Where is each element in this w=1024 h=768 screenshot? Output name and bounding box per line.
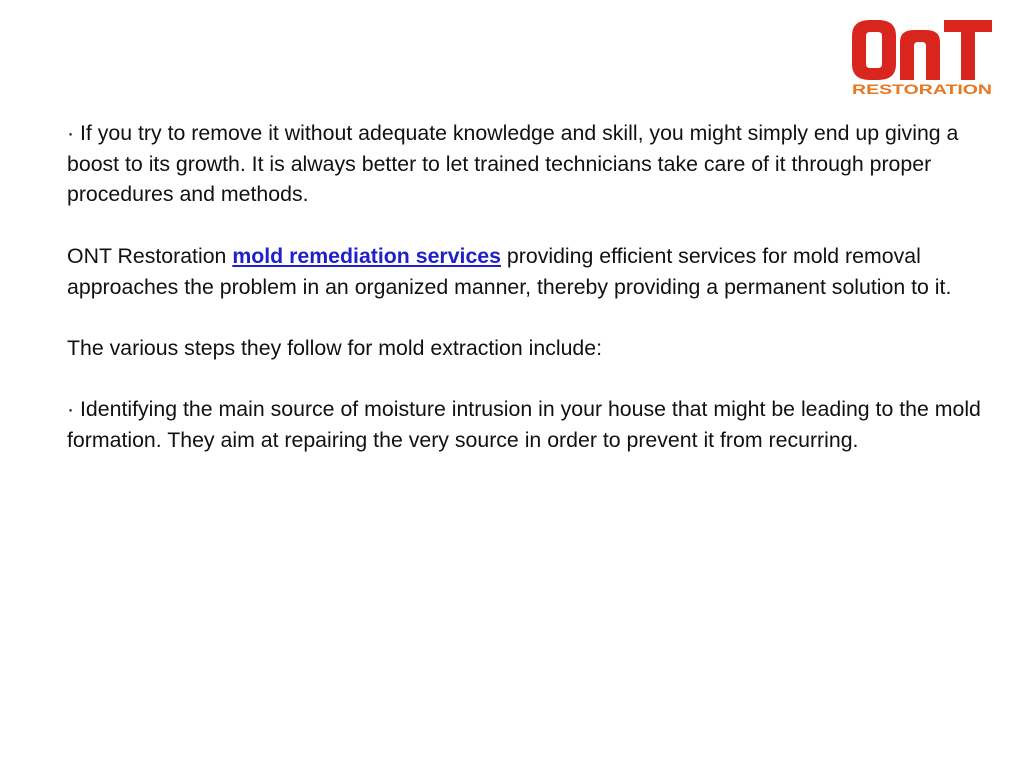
mold-remediation-services-link[interactable]: mold remediation services <box>232 243 501 268</box>
paragraph-adequate-knowledge: · If you try to remove it without adequate knowledge and skill, you might simply end up giving a boost to its growth. It is always better to let trained technicians take care of it through proper procedures and methods. <box>67 121 959 207</box>
paragraph-ont-services <box>67 241 987 302</box>
logo-subtitle: RESTORATION <box>852 82 992 97</box>
paragraph-moisture-source: · Identifying the main source of moisture intrusion in your house that might be leading to the mold formation. They aim at repairing the very source in order to prevent it from recurring. <box>67 397 981 452</box>
slide-body <box>67 118 987 456</box>
paragraph-continuation-text: providing efficient services for mold removal approaches the problem in an organized manner, thereby providing a permanent solution to it. <box>67 243 952 299</box>
paragraph-steps-intro: The various steps they follow for mold extraction include: <box>67 335 603 360</box>
paragraph-intro-text: ONT Restoration <box>67 243 233 268</box>
ont-restoration-logo <box>848 14 996 98</box>
ont-logo-graphic <box>848 14 996 98</box>
